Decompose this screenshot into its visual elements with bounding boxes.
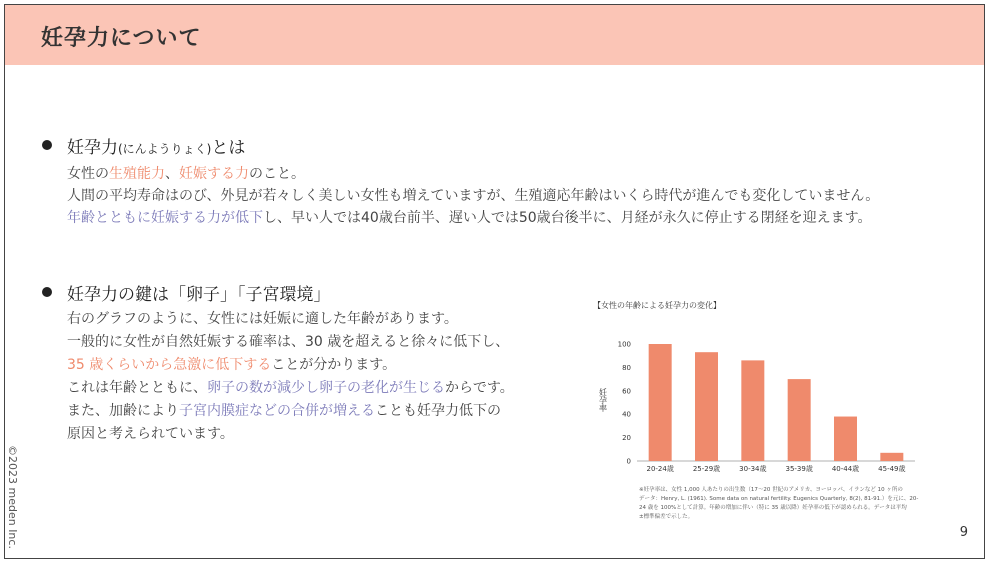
section2-line4 [67,377,514,397]
slide-title: 妊孕力について [41,26,202,51]
section1-line2: 人間の平均寿命はのび、外見が若々しく美しい女性も増えていますが、生殖適応年齢はいくら時代が進んでも変化していません。 [67,188,880,204]
bar [880,453,903,461]
section2-heading: 妊孕力の鍵は「卵子」「子宮環境」 [67,285,331,305]
y-tick-label: 60 [622,387,631,396]
bar [788,379,811,461]
text-span: 、 [165,166,179,182]
highlight-text: 卵子の数が減少し卵子の老化が生じる [207,380,445,396]
highlight-text: 35 歳くらいから急激に低下する [67,357,272,373]
bar [649,344,672,461]
text-span: し、早い人では40歳台前半、遅い人では50歳台後半に、月経が永久に停止する閉経を迎えます。 [263,210,872,226]
chart-title: 【女性の年齢による妊孕力の変化】 [593,301,721,310]
highlight-text: 年齢とともに妊娠する力が低下 [67,210,263,226]
y-tick-label: 40 [622,410,631,419]
y-tick-label: 100 [617,340,631,349]
chart-note-4: ±標準偏差で示した。 [639,514,694,520]
y-tick-label: 20 [622,434,631,443]
text-span: これは年齢とともに、 [67,380,207,396]
highlight-text: 妊娠する力 [179,166,249,182]
bar [741,360,764,461]
highlight-text: 生殖能力 [109,166,165,182]
section2-line2: 一般的に女性が自然妊娠する確率は、30 歳を超えると徐々に低下し、 [67,334,510,350]
y-tick-label: 80 [622,363,631,372]
bullet-icon [42,140,52,150]
text-span: また、加齢により [67,403,179,419]
fertility-bar-chart [593,330,923,480]
page-number: 9 [959,525,968,540]
slide-header [5,5,984,65]
y-axis-label: 妊孕率 [598,388,608,412]
section1-heading [67,133,245,158]
section2-line5 [67,400,501,420]
x-tick-label: 30-34歳 [739,465,767,473]
section1-heading-reading: (にんようりょく) [118,142,212,156]
chart-note-1: ※妊孕率は、女性 1,000 人あたりの出生数（17～20 世紀のアメリカ、ヨーロッパ、イランなど 10 ヶ所の [639,487,903,493]
section1-heading-suffix: とは [211,138,246,158]
text-span: からです。 [445,380,514,396]
section2-line3 [67,354,396,374]
bar [695,352,718,461]
section1-heading-main: 妊孕力 [67,138,118,158]
x-tick-label: 40-44歳 [831,465,860,473]
x-tick-label: 20-24歳 [646,465,674,473]
x-tick-label: 35-39歳 [785,465,813,473]
text-span: のこと。 [249,166,305,182]
section1-line1 [67,163,305,183]
slide-frame [4,4,985,559]
chart-note-2: データ：Henry, L. (1961). Some data on natural fertility. Eugenics Quarterly, 8(2), 81-91.）を元に、20- [639,496,919,502]
text-span: ことも妊孕力低下の [375,403,501,419]
x-tick-label: 45-49歳 [878,465,906,473]
chart-note-3: 24 歳を 100%として計算。年齢の増加に伴い（特に 35 歳以降）妊孕率の低下が認められる。データは平均 [639,505,907,511]
section1-line3 [67,207,872,227]
section2-line6: 原因と考えられています。 [67,426,234,442]
text-span: ことが分かります。 [271,357,397,373]
copyright-text: ©2023 meden Inc. [6,445,19,549]
text-span: 女性の [67,166,109,182]
x-tick-label: 25-29歳 [692,465,721,473]
section2-line1: 右のグラフのように、女性には妊娠に適した年齢があります。 [67,311,458,327]
bar [834,417,857,461]
y-tick-label: 0 [626,457,631,466]
bullet-icon [42,287,52,297]
highlight-text: 子宮内膜症などの合併が増える [179,403,375,419]
